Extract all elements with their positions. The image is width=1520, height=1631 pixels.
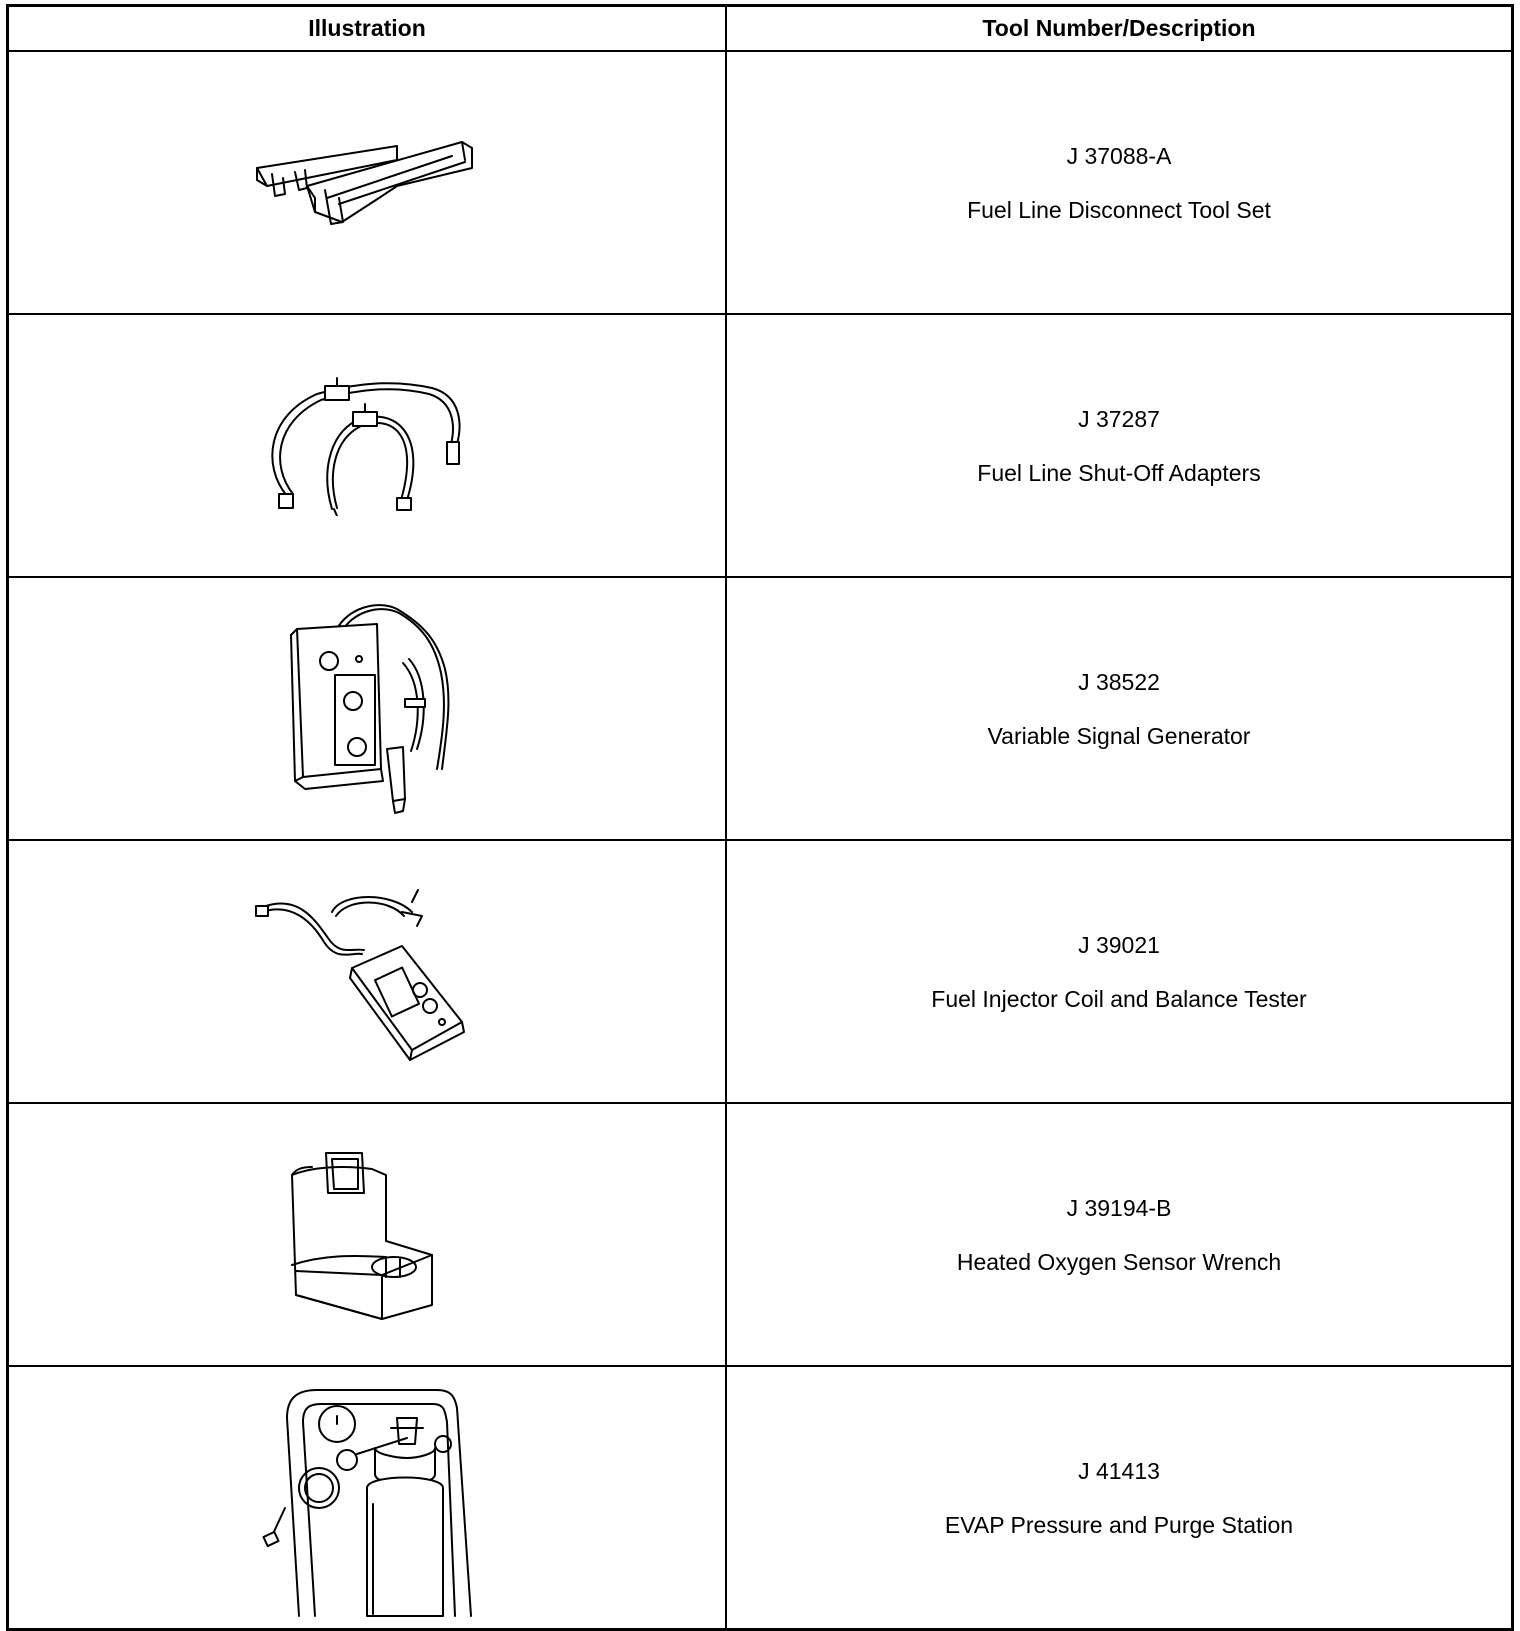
tool-cell: [726, 1366, 1513, 1630]
table-row: [8, 840, 1513, 1103]
tool-description: Fuel Line Disconnect Tool Set: [967, 196, 1271, 223]
tool-description: Fuel Injector Coil and Balance Tester: [931, 985, 1307, 1012]
fuel-injector-tester-icon: [252, 882, 482, 1062]
special-tools-table: [6, 4, 1514, 1631]
table-row: [8, 1366, 1513, 1630]
illustration-header: Illustration: [8, 6, 727, 52]
tool-number: J 37287: [1078, 405, 1160, 432]
tool-number: J 38522: [1078, 668, 1160, 695]
tool-cell: [726, 840, 1513, 1103]
illustration-cell: [8, 577, 727, 840]
illustration-cell: [8, 51, 727, 314]
tool-cell: [726, 51, 1513, 314]
illustration-cell: [8, 1103, 727, 1366]
table-row: [8, 577, 1513, 840]
tool-description: EVAP Pressure and Purge Station: [944, 1511, 1294, 1538]
tool-number: J 39194-B: [1066, 1194, 1172, 1221]
illustration-cell: [8, 840, 727, 1103]
tool-header: Tool Number/Description: [726, 6, 1513, 52]
evap-station-icon: [257, 1378, 477, 1618]
tool-description: Heated Oxygen Sensor Wrench: [956, 1248, 1282, 1275]
illustration-cell: [8, 1366, 727, 1630]
illustration-cell: [8, 314, 727, 577]
tool-cell: [726, 1103, 1513, 1366]
fuel-line-disconnect-tool-set-icon: [247, 128, 487, 238]
tool-number: J 37088-A: [1066, 142, 1172, 169]
variable-signal-generator-icon: [277, 599, 457, 819]
tool-description: Variable Signal Generator: [987, 722, 1251, 749]
tool-cell: [726, 577, 1513, 840]
tool-number: J 41413: [1078, 1457, 1160, 1484]
oxygen-sensor-wrench-icon: [282, 1145, 452, 1325]
fuel-line-shut-off-adapters-icon: [257, 376, 477, 516]
tool-number: J 39021: [1078, 931, 1160, 958]
table-row: [8, 1103, 1513, 1366]
tool-description: Fuel Line Shut-Off Adapters: [977, 459, 1261, 486]
table-row: [8, 51, 1513, 314]
tool-cell: [726, 314, 1513, 577]
table-row: [8, 314, 1513, 577]
header-row: [8, 6, 1513, 52]
